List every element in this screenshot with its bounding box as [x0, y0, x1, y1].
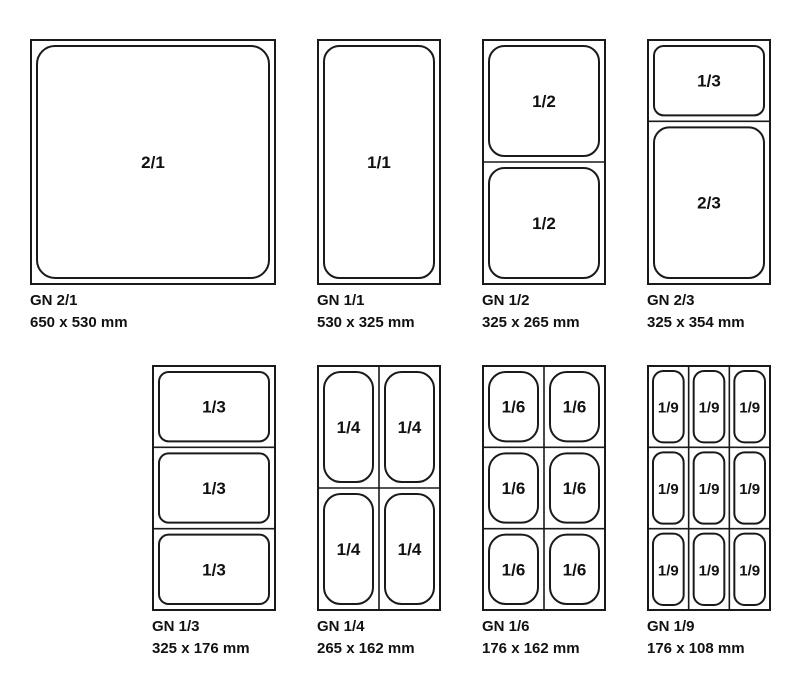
- pan-name-caption: GN 1/9: [647, 618, 695, 635]
- insert-label: 1/9: [698, 562, 720, 580]
- insert-label: 1/9: [657, 399, 679, 417]
- pan-group: [30, 40, 275, 331]
- insert-label: 1/2: [532, 214, 556, 233]
- insert-label: 1/6: [501, 560, 526, 580]
- insert-label: 2/3: [697, 193, 721, 213]
- insert-label: 1/1: [367, 153, 391, 172]
- pan-name-caption: GN 1/4: [317, 618, 365, 635]
- insert-label: 1/6: [501, 479, 526, 498]
- insert-label: 1/3: [697, 71, 721, 91]
- insert-label: 1/3: [202, 397, 226, 417]
- pan-dimensions-caption: 265 x 162 mm: [317, 640, 415, 657]
- insert-label: 1/9: [739, 562, 761, 580]
- insert-label: 1/6: [501, 397, 526, 417]
- pan-dimensions-caption: 176 x 108 mm: [647, 640, 745, 657]
- pan-group: [482, 40, 605, 331]
- pan-group: [647, 40, 770, 331]
- insert-label: 1/4: [336, 540, 361, 559]
- insert-label: 1/9: [657, 562, 679, 580]
- insert-label: 1/4: [397, 418, 422, 437]
- insert-label: 1/6: [562, 479, 587, 498]
- insert-label: 1/9: [739, 481, 761, 498]
- insert-label: 1/2: [532, 92, 556, 111]
- insert-label: 1/9: [657, 481, 679, 498]
- insert-label: 1/9: [698, 399, 720, 417]
- insert-label: 2/1: [141, 153, 165, 172]
- insert-label: 1/3: [202, 560, 226, 580]
- pan-group: [647, 366, 770, 657]
- pan-dimensions-caption: 176 x 162 mm: [482, 640, 580, 657]
- insert-label: 1/6: [562, 560, 587, 580]
- pan-dimensions-caption: 650 x 530 mm: [30, 314, 128, 331]
- insert-label: 1/9: [698, 481, 720, 498]
- pan-name-caption: GN 2/3: [647, 292, 695, 309]
- insert-label: 1/6: [562, 397, 587, 417]
- insert-label: 1/3: [202, 479, 226, 498]
- pan-group: [317, 40, 440, 331]
- pan-name-caption: GN 1/1: [317, 292, 365, 309]
- pan-name-caption: GN 2/1: [30, 292, 78, 309]
- pan-name-caption: GN 1/2: [482, 292, 530, 309]
- pan-dimensions-caption: 530 x 325 mm: [317, 314, 415, 331]
- pan-group: [317, 366, 440, 657]
- pan-name-caption: GN 1/3: [152, 618, 200, 635]
- pan-dimensions-caption: 325 x 354 mm: [647, 314, 745, 331]
- pan-group: [482, 366, 605, 657]
- pan-group: [152, 366, 275, 657]
- insert-label: 1/9: [739, 399, 761, 417]
- insert-label: 1/4: [336, 418, 361, 437]
- pan-name-caption: GN 1/6: [482, 618, 530, 635]
- pan-dimensions-caption: 325 x 176 mm: [152, 640, 250, 657]
- insert-label: 1/4: [397, 540, 422, 559]
- pan-dimensions-caption: 325 x 265 mm: [482, 314, 580, 331]
